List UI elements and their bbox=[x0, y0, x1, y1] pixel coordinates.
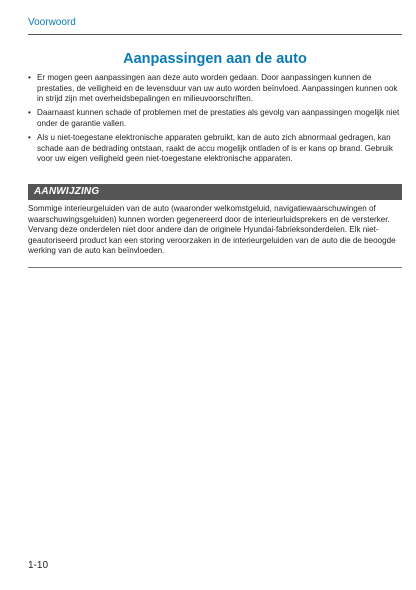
page-title: Aanpassingen aan de auto bbox=[123, 51, 307, 67]
note-body: Sommige interieurgeluiden van de auto (waaronder welkomstgeluid, navigatiewaarschuwingen of waarschuwingsgeluiden) kunnen worden gegenereerd door de interieurluidsprekers en de versterker. Vervang deze onderdelen niet door andere dan de originele Hyundai-fabrieksonderdelen. Elk niet-geautoriseerd product kan een storing veroorzaken in de interieurgeluiden van de auto die de beoogde werking van de auto kan beïnvloeden. bbox=[28, 204, 396, 256]
bullet-item-electronics: • Als u niet-toegestane elektronische apparaten gebruikt, kan de auto zich abnormaal gedragen, kan schade aan de bedrading ontstaan, raakt de accu mogelijk ontladen of is er kans op brand. Gebruik voor uw eigen veiligheid geen niet-toegestane elektronische apparaten. bbox=[28, 133, 402, 165]
note-divider bbox=[28, 267, 402, 268]
section-label: Voorwoord bbox=[28, 17, 76, 28]
note-header-bar bbox=[28, 184, 402, 200]
note-title: AANWIJZING bbox=[34, 186, 100, 197]
header-divider bbox=[28, 34, 402, 35]
bullet-item-warranty: • Daarnaast kunnen schade of problemen met de prestaties als gevolg van aanpassingen mogelijk niet onder de garantie vallen. bbox=[28, 108, 402, 129]
page-number: 1-10 bbox=[28, 560, 49, 571]
bullet-list bbox=[28, 73, 402, 169]
bullet-item-modifications: • Er mogen geen aanpassingen aan deze auto worden gedaan. Door aanpassingen kunnen de prestaties, de veiligheid en de levensduur van uw auto worden beïnvloed. Aanpassingen kunnen ook in strijd zijn met overheidsbepalingen en milieuvoorschriften. bbox=[28, 73, 402, 105]
